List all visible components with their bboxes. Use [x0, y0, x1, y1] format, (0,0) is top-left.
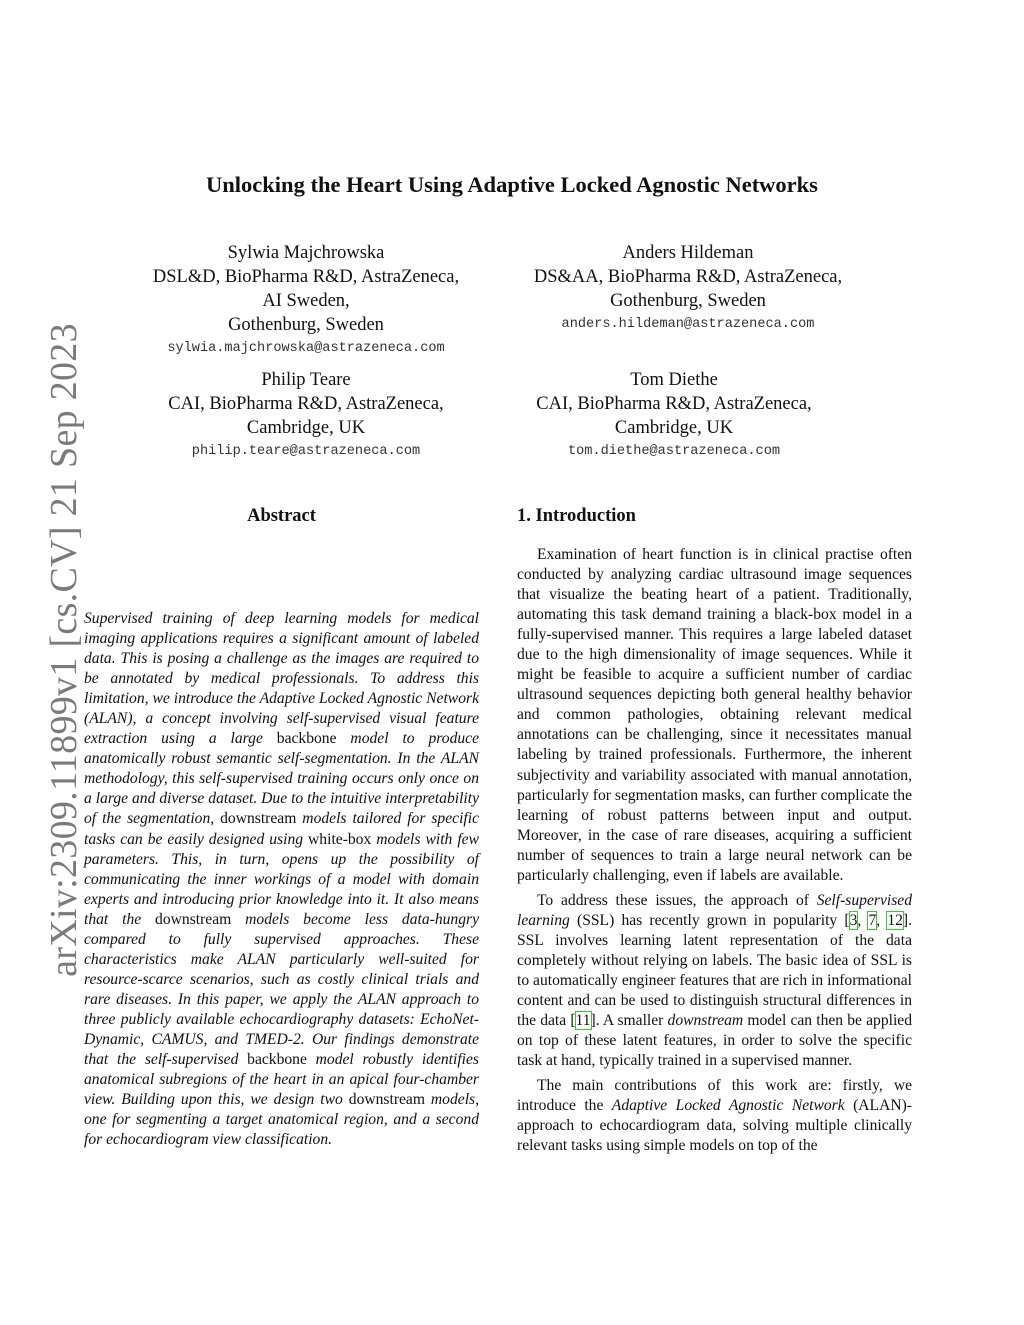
- intro-span: The main contributions of this work are: firstly, we introduce the: [517, 1077, 912, 1115]
- abstract-span: Supervised training of deep learning models for medical imaging applications requires a significant amount of labeled data. This is posing a challenge as the images are required to be annotated by medical professionals. To address this limitation, we introduce the Adaptive Locked Agnostic Network (ALAN), a concept involving self-supervised visual feature extraction using a large: [84, 610, 479, 748]
- citation-link[interactable]: 12: [887, 911, 903, 929]
- citation-link[interactable]: 11: [575, 1012, 591, 1030]
- author-affiliation: CAI, BioPharma R&D, AstraZeneca,: [168, 394, 444, 414]
- author-block: [126, 241, 486, 361]
- author-affiliation: Gothenburg, Sweden: [228, 315, 384, 335]
- intro-term-downstream: downstream: [667, 1012, 744, 1030]
- abstract-span: models, one for segmenting a target anatomical region, and a second for echocardiogram view classification.: [84, 1091, 479, 1149]
- abstract-term: backbone: [247, 1051, 307, 1069]
- arxiv-side-stamp: arXiv:2309.11899v1 [cs.CV] 21 Sep 2023: [43, 323, 85, 977]
- introduction-text: [517, 545, 912, 1161]
- author-affiliation: CAI, BioPharma R&D, AstraZeneca,: [536, 394, 812, 414]
- author-name: Anders Hildeman: [622, 243, 754, 263]
- paper-title: Unlocking the Heart Using Adaptive Locked Agnostic Networks: [206, 172, 818, 197]
- author-email[interactable]: anders.hildeman@astrazeneca.com: [561, 317, 815, 332]
- author-affiliation: Cambridge, UK: [614, 418, 734, 438]
- intro-paragraph: To address these issues, the approach of Self-supervised learning (SSL) has recently grown in popularity [3, 7, 12]. SSL involves learning latent representation of the data completely without relying on labels. The basic idea of SSL is to automatically engineer features that are rich in informational content and can be used to distinguish structural differences in the data [11]. A smaller downstream model can then be applied on top of these latent features, in order to solve the specific task at hand, typically trained in a supervised manner.: [517, 891, 913, 1070]
- intro-span: model can then be applied on top of these latent features, in order to solve the specific task at hand, typically trained in a supervised manner.: [517, 1012, 913, 1070]
- author-email[interactable]: tom.diethe@astrazeneca.com: [567, 444, 781, 459]
- intro-span: (ALAN)-approach to echocardiogram data, solving multiple clinically relevant tasks using simple models on top of the: [517, 1097, 912, 1155]
- intro-span: To address these issues, the approach of: [537, 891, 817, 909]
- author-affiliation: DSL&D, BioPharma R&D, AstraZeneca,: [152, 267, 460, 287]
- author-name: Sylwia Majchrowska: [227, 243, 385, 263]
- author-email[interactable]: sylwia.majchrowska@astrazeneca.com: [167, 341, 445, 356]
- intro-paragraph: [517, 1076, 912, 1156]
- author-name: Tom Diethe: [630, 370, 718, 390]
- intro-span: ]. SSL involves learning latent representation of the data completely without relying on labels. The basic idea of SSL is to automatically engineer features that are rich in informational content and can be used to distinguish structural differences in the data [: [517, 911, 913, 1030]
- abstract-span: models become less data-hungry compared to fully supervised approaches. These characteristics make ALAN particularly well-suited for resource-scarce scenarios, such as costly clinical trials and rare diseases. In this paper, we apply the ALAN approach to three publicly available echocardiography datasets: EchoNet-Dynamic, CAMUS, and TMED-2. Our findings demonstrate that the self-supervised: [84, 910, 480, 1069]
- abstract-span: model robustly identifies anatomical subregions of the heart in an apical four-chamber view. Building upon this, we design two: [84, 1051, 479, 1109]
- author-block: [508, 241, 868, 337]
- intro-paragraph: Examination of heart function is in clinical practise often conducted by analyzing cardiac ultrasound image sequences that visualize the beating heart of a patient. Traditionally, automating this task demand training a black-box model in a fully-supervised manner. This requires a large labeled dataset due to the high dimensionality of image sequences. While it might be feasible to acquire a sufficient number of cardiac ultrasound sequences depicting both general healthy behavior and common pathologies, obtaining relevant medical annotations can be challenging, since it necessitates manual labeling by trained professionals. Furthermore, the inherent subjectivity and variability associated with manual annotation, particularly for segmentation masks, can further complicate the learning of robust patterns between input and output. Moreover, in the case of rare diseases, acquiring a sufficient number of sequences to train a large neural network can be particularly challenging, even if labels are available.: [517, 546, 912, 884]
- author-block: [126, 368, 486, 464]
- abstract-term: downstream: [348, 1091, 425, 1109]
- abstract-term: downstream: [220, 810, 297, 828]
- abstract-span: model to produce anatomically robust semantic self-segmentation. In the ALAN methodology, this self-supervised training occurs only once on a large and diverse dataset. Due to the intuitive interpretability of the segmentation,: [84, 730, 480, 828]
- author-affiliation: Gothenburg, Sweden: [610, 291, 766, 311]
- abstract-span: models with few parameters. This, in turn, opens up the possibility of communicating the inner workings of a model with domain experts and introducing prior knowledge into it. It also means that the: [84, 830, 479, 928]
- abstract-term: backbone: [276, 730, 337, 748]
- citation-link[interactable]: 3: [849, 911, 858, 929]
- introduction-heading: 1. Introduction: [517, 506, 636, 526]
- intro-span: (SSL) has recently grown in popularity [: [569, 911, 850, 929]
- author-affiliation: DS&AA, BioPharma R&D, AstraZeneca,: [533, 267, 843, 287]
- author-affiliation: AI Sweden,: [262, 291, 350, 311]
- abstract-term: downstream: [155, 910, 232, 928]
- abstract-heading: Abstract: [247, 506, 316, 526]
- author-block: [494, 368, 854, 464]
- abstract-term: white-box: [308, 830, 372, 848]
- author-name: Philip Teare: [261, 370, 351, 390]
- intro-term-alan: Adaptive Locked Agnostic Network: [611, 1097, 845, 1115]
- intro-span: ]. A smaller: [590, 1012, 668, 1030]
- intro-term-ssl: Self-supervised learning: [517, 891, 912, 929]
- abstract-span: models tailored for specific tasks can be easily designed using: [84, 810, 479, 848]
- author-affiliation: Cambridge, UK: [246, 418, 366, 438]
- abstract-text: [84, 609, 479, 1150]
- citation-link[interactable]: 7: [868, 911, 877, 929]
- author-email[interactable]: philip.teare@astrazeneca.com: [191, 444, 421, 459]
